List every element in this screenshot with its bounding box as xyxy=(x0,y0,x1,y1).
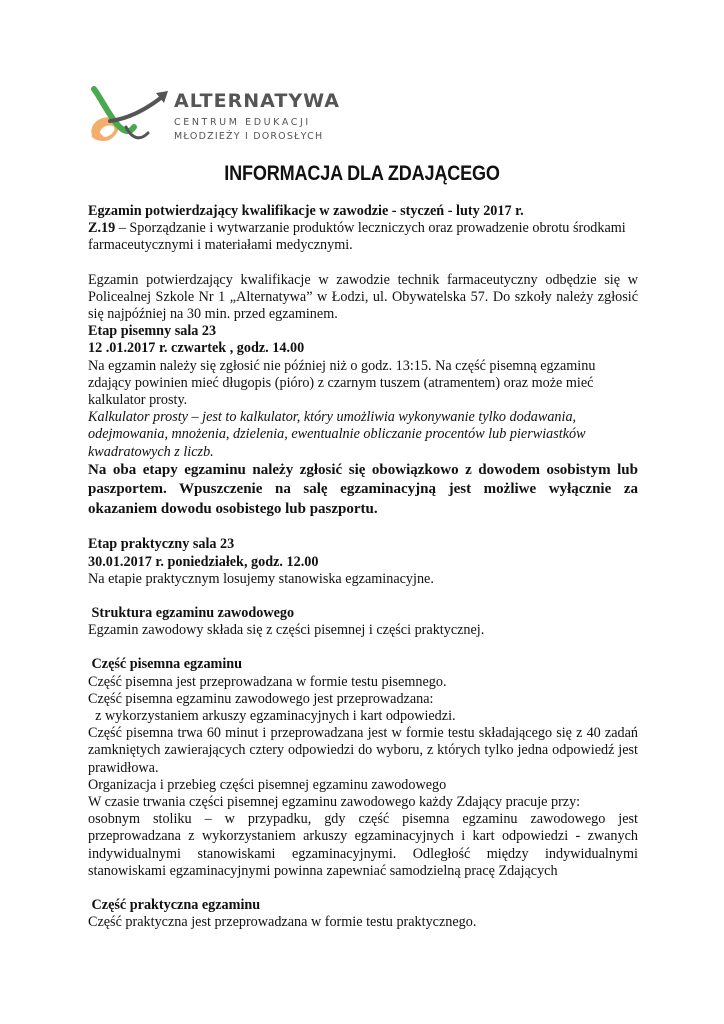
document-body xyxy=(88,203,638,931)
written-part-heading: Część pisemna egzaminu xyxy=(88,656,243,673)
written-part-line-6: W czasie trwania części pisemnej egzaminu zawodowego każdy Zdający pracuje przy: xyxy=(88,793,581,810)
practical-stage-heading: Etap praktyczny sala 23 xyxy=(88,536,235,553)
qualification-code: Z.19 xyxy=(88,220,116,237)
qualification-line xyxy=(88,220,638,254)
written-part-line-3: z wykorzystaniem arkuszy egzaminacyjnych i kart odpowiedzi. xyxy=(88,707,456,724)
calculator-note: Kalkulator prosty – jest to kalkulator, który umożliwia wykonywanie tylko dodawania, odejmowania, mnożenia, dzielenia, ewentualnie obliczanie procentów lub pierwiastków kwadratowych z liczb. xyxy=(88,409,586,460)
practical-part-text: Część praktyczna jest przeprowadzana w formie testu praktycznego. xyxy=(88,914,477,931)
structure-text: Egzamin zawodowy składa się z części pisemnej i części praktycznej. xyxy=(88,622,485,639)
written-part-line-7: osobnym stoliku – w przypadku, gdy część pisemna egzaminu zawodowego jest przeprowadzana z wykorzystaniem arkuszy egzaminacyjnych i kart odpowiedzi - zwanych indywidualnymi stanowiskami egzaminacyjnymi. Odległość między indywidualnymi stanowiskami egzaminacyjnymi powinna zapewniać samodzielną pracę Zdających xyxy=(88,811,638,879)
practical-stage-date: 30.01.2017 r. poniedziałek, godz. 12.00 xyxy=(88,553,319,570)
id-notice: Na oba etapy egzaminu należy zgłosić się obowiązkowo z dowodem osobistym lub paszportem. Wpuszczenie na salę egzaminacyjną jest możliwe wyłącznie za okazaniem dowodu osobistego lub paszportu. xyxy=(88,461,638,517)
written-stage-date: 12 .01.2017 r. czwartek , godz. 14.00 xyxy=(88,340,305,357)
intro-paragraph: Egzamin potwierdzający kwalifikacje w zawodzie technik farmaceutyczny odbędzie się w Policealnej Szkole Nr 1 „Alternatywa” w Łodzi, ul. Obywatelska 57. Do szkoły należy zgłosić się najpóźniej na 30 min. przed egzaminem. xyxy=(88,271,638,323)
written-stage-heading: Etap pisemny sala 23 xyxy=(88,323,217,340)
logo-subtitle-1: CENTRUM EDUKACJI xyxy=(174,117,311,128)
logo-mark-icon xyxy=(86,83,176,153)
practical-part-heading: Część praktyczna egzaminu xyxy=(88,897,261,913)
qualification-name: – Sporządzanie i wytwarzanie produktów leczniczych oraz prowadzenie obrotu środkami farmaceutycznymi i materiałami medycznymi. xyxy=(88,220,626,254)
logo-brand: ALTERNATYWA xyxy=(174,90,340,112)
logo xyxy=(86,83,340,153)
practical-stage-info: Na etapie praktycznym losujemy stanowiska egzaminacyjne. xyxy=(88,570,434,587)
logo-subtitle-2: MŁODZIEŻY I DOROSŁYCH xyxy=(174,131,324,142)
written-part-line-1: Część pisemna jest przeprowadzana w formie testu pisemnego. xyxy=(88,673,447,690)
page-title: INFORMACJA DLA ZDAJĄCEGO xyxy=(224,162,500,185)
written-part-line-2: Część pisemna egzaminu zawodowego jest przeprowadzana: xyxy=(88,690,434,707)
exam-heading: Egzamin potwierdzający kwalifikacje w zawodzie - styczeń - luty 2017 r. xyxy=(88,203,524,219)
written-part-line-4: Część pisemna trwa 60 minut i przeprowadzana jest w formie testu składającego się z 40 zadań zamkniętych zawierających cztery odpowiedzi do wyboru, z których tylko jedna odpowiedź jest prawidłowa. xyxy=(88,725,638,776)
written-stage-info: Na egzamin należy się zgłosić nie później niż o godz. 13:15. Na część pisemną egzaminu zdający powinien mieć długopis (pióro) z czarnym tuszem (atramentem) oraz może mieć kalkulator prosty. xyxy=(88,357,596,409)
structure-heading: Struktura egzaminu zawodowego xyxy=(88,604,295,621)
written-part-line-5: Organizacja i przebieg części pisemnej egzaminu zawodowego xyxy=(88,776,447,793)
